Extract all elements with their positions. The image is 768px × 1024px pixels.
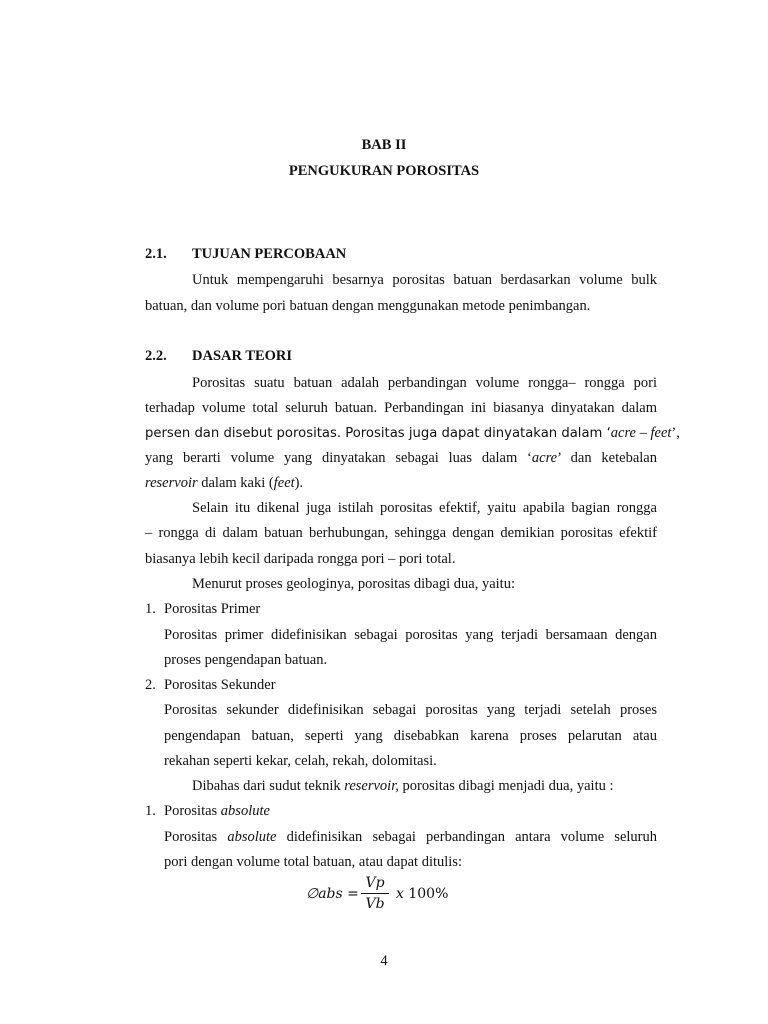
list-item-line: proses pengendapan batuan. bbox=[164, 652, 328, 668]
paragraph-line: Porositas suatu batuan adalah perbandingan volume rongga– rongga pori bbox=[192, 375, 657, 391]
list-item-number: 1. bbox=[145, 803, 156, 819]
formula-numerator: Vp bbox=[365, 875, 385, 891]
formula-fraction bbox=[361, 874, 389, 913]
paragraph-line: Untuk mempengaruhi besarnya porositas batuan berdasarkan volume bulk bbox=[192, 272, 657, 288]
list-item-title: Porositas absolute bbox=[164, 803, 270, 819]
section-title: DASAR TEORI bbox=[192, 348, 293, 364]
paragraph-line: biasanya lebih kecil daripada rongga pori – pori total. bbox=[145, 551, 456, 567]
formula-denominator: Vb bbox=[365, 896, 385, 912]
list-item-number: 2. bbox=[145, 677, 156, 693]
paragraph-line: terhadap volume total seluruh batuan. Perbandingan ini biasanya dinyatakan dalam bbox=[145, 400, 657, 416]
list-item-title: Porositas Sekunder bbox=[164, 677, 276, 693]
page-number: 4 bbox=[380, 953, 388, 969]
paragraph-line: yang berarti volume yang dinyatakan sebagai luas dalam ‘acre’ dan ketebalan bbox=[145, 450, 657, 466]
formula-lhs: ∅abs = bbox=[306, 886, 359, 902]
list-item-line: pori dengan volume total batuan, atau dapat ditulis: bbox=[164, 854, 462, 870]
list-item-title: Porositas Primer bbox=[164, 601, 261, 617]
section-title: TUJUAN PERCOBAAN bbox=[192, 246, 347, 262]
paragraph-line: batuan, dan volume pori batuan dengan menggunakan metode penimbangan. bbox=[145, 298, 591, 314]
paragraph-line: Menurut proses geologinya, porositas dibagi dua, yaitu: bbox=[192, 576, 515, 592]
section-number: 2.1. bbox=[145, 246, 167, 262]
porosity-formula bbox=[306, 874, 466, 914]
paragraph-line: persen dan disebut porositas. Porositas juga dapat dinyatakan dalam ‘acre – feet’, bbox=[145, 425, 680, 441]
list-item-number: 1. bbox=[145, 601, 156, 617]
paragraph-line: – rongga di dalam batuan berhubungan, sehingga dengan demikian porositas efektif bbox=[145, 525, 657, 541]
paragraph-line: reservoir dalam kaki (feet). bbox=[145, 475, 304, 491]
chapter-title: PENGUKURAN POROSITAS bbox=[288, 163, 480, 179]
fraction-bar bbox=[361, 893, 389, 894]
formula-rhs: x 100% bbox=[396, 886, 449, 902]
list-item-line: Porositas absolute didefinisikan sebagai perbandingan antara volume seluruh bbox=[164, 829, 657, 845]
list-item-line: rekahan seperti kekar, celah, rekah, dolomitasi. bbox=[164, 753, 437, 769]
chapter-label: BAB II bbox=[361, 137, 407, 153]
list-item-line: pengendapan batuan, seperti yang disebabkan karena proses pelarutan atau bbox=[164, 728, 657, 744]
list-item-line: Porositas primer didefinisikan sebagai porositas yang terjadi bersamaan dengan bbox=[164, 627, 657, 643]
paragraph-line: Dibahas dari sudut teknik reservoir, porositas dibagi menjadi dua, yaitu : bbox=[192, 778, 614, 794]
list-item-line: Porositas sekunder didefinisikan sebagai porositas yang terjadi setelah proses bbox=[164, 702, 657, 718]
section-number: 2.2. bbox=[145, 348, 167, 364]
paragraph-line: Selain itu dikenal juga istilah porositas efektif, yaitu apabila bagian rongga bbox=[192, 500, 657, 516]
